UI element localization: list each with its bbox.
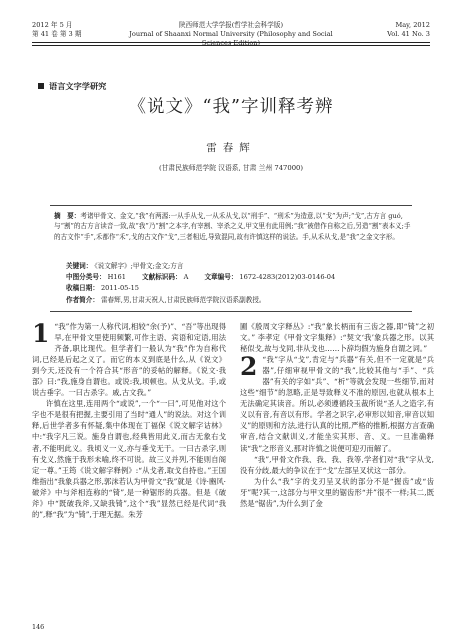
body-paragraph: 圃《殷周文字释丛》:“我”象长柄而有三齿之器,即“锜”之初文。” 李孝定《甲骨文字集释》:“契文‘我’象兵器之形。以其秘似戈,故与戈同,非从戈也……卜辞均假为施身自谓之词。” <box>240 322 434 354</box>
author-affiliation: (甘肃民族师范学院 汉语系, 甘肃 兰州 747000) <box>158 164 303 172</box>
page-number: 146 <box>32 623 45 631</box>
header-rule-thick <box>32 42 430 43</box>
author-name: 雷春辉 <box>206 142 256 154</box>
article-metadata <box>66 261 412 306</box>
body-paragraph: 为什么“我”字的戈刃呈叉状的部分不是“握齿”或“齿牙”呢?其一,这部分与甲文里的锯齿形“并”很不一样;其二,既然是“锯齿”,为什么到了金 <box>240 476 434 508</box>
abstract-top-rule <box>50 205 412 206</box>
section-label: 语言文字学研究 <box>38 81 106 92</box>
section-number: 2 <box>240 352 258 382</box>
abstract-bottom-rule <box>50 311 412 312</box>
body-column-left <box>32 321 226 520</box>
abstract: 摘 要：考诸甲骨文、金文,“我”有两源:一从手从戈,一从禾从戈,以“刑手”、“刑禾”为造意,以“戈”为声;“戈”,古方言 guó,与“割”的古方言读音一致,故“我”乃“割”之本字,有宰割、宰杀之义,甲文里有此用例;“我”被借作自称之后,另造“割”表本义;手的古文作“手”,禾都作“禾”,戈的古文作“戈”,三者相近,导致混同,故有许慎这样的说法。手,从禾从戈,是“我”之金文字形。 <box>54 212 411 241</box>
article-title: 《说文》“我”字训释考辨 <box>128 97 334 117</box>
body-paragraph: 许慎在这里,连用两个“或说”,一个“一曰”,可见他对这个字也不是很有把握,主要引用了当时“通人”的说法。对这个训释,后世学者多有怀疑,集中体现在丁福保《说文解字诂林》中:“我字凡三说。施身自谓也,经典皆用此义,而古无象右戈者,不能明此义。我顷义一义,亦与垂戈无干。一曰古杀字,则有戈义,然施于我形未喻,终不可说。故三义并列,不能则自阁定一尊。”王筠《说文解字释例》:“从戈者,取戈自持也。”王国维指出“我象兵器之形,郭沫若认为甲骨文“我”就是《诗·豳风·破斧》中与斧相连称的“锜”,是一种锯形的兵器。但是《破斧》中“既破我斧,又缺我锜”,这个“我”显然已经是代词“我的”,释“我”为“锜”,于理无据。朱芳 <box>32 399 226 519</box>
body-paragraph: “我”,甲骨文作我、我、我、我等,学者们对“我”字从戈,没有分歧,最大的争议在于“戈”左部呈叉状这一部分。 <box>240 454 434 475</box>
received-row: 收稿日期： 2011-05-15 <box>66 284 139 293</box>
abstract-text: 考诸甲骨文、金文,“我”有两源:一从手从戈,一从禾从戈,以“刑手”、“刑禾”为造意,以“戈”为声;“戈”,古方言 guó,与“割”的古方言读音一致,故“我”乃“割”之本字,有宰割、宰杀之义,甲文里有此用例;“我”被借作自称之后,另造“割”表本义;手的古文作“手”,禾都作“禾”,戈的古文作“戈”,三者相近,导致混同,故有许慎这样的说法。手,从禾从戈,是“我”之金文字形。 <box>54 212 411 241</box>
header-journal-name: 陕西师范大学学报(哲学社会科学版) Journal of Shaanxi Normal University (Philosophy and Social Sciences Edition) <box>129 21 333 47</box>
header-volume: May, 2012 Vol. 41 No. 3 <box>387 21 430 38</box>
section-square-icon <box>38 83 44 89</box>
body-paragraph: 2 “我”字从“戈”,肯定与“兵器”有关,但不一定就是“兵器”,仔细审视甲骨文的“我”,比较其他与“手”、“兵器”有关的字如“兵”、“析”等就会发现一些细节,而对这些“细节”的忽略,正是导致释义不准的原因,也就从根本上无法确定其读音。所以,必须遵循段玉裁所说“圣人之造字,有义以有音,有音以有形。学者之识字,必审形以知音,审音以知义”的原则和方法,进行认真的比照,严格的推断,根据方言查确审音,结合文献训义,才能坐实其形、音、义。一旦准确释读“我”之形音义,那对许慎之说便可迎刃而解了。 <box>240 352 434 453</box>
section-number: 1 <box>32 319 50 348</box>
body-column-right <box>240 321 434 509</box>
header-rule-thin <box>32 45 430 46</box>
classification-row: 中图分类号： H161 文献标识码： A 文章编号： 1672-4283(2012)03-0146-04 <box>66 273 336 282</box>
body-paragraph: 1 “我”作为第一人称代词,相较“余(予)”、“吾”等出现得早,在甲骨文里使用频繁,可作主语、宾语和定语,用法齐备,职比现代。但学者们一般认为“我”作为自称代词,已经是后起之义了。而它的本义到底是什么,从《说文》到今天,还没有一个符合其“形音”的妥帖的解释。《说文·我部》曰:“我,施身自谓也。或说:我,顷顿也。从戈从戈。手,或说古垂字。一曰古杀字。戚,古文我。” <box>32 319 226 398</box>
author-bio-row: 作者简介： 雷春辉,男,甘肃天祝人,甘肃民族师范学院汉语系副教授。 <box>66 295 266 304</box>
header-issue-date: 2012 年 5 月 第 41 卷 第 3 期 <box>32 21 82 38</box>
keywords-row: 关键词： 《说文解字》;甲骨文;金文;方言 <box>66 262 184 270</box>
